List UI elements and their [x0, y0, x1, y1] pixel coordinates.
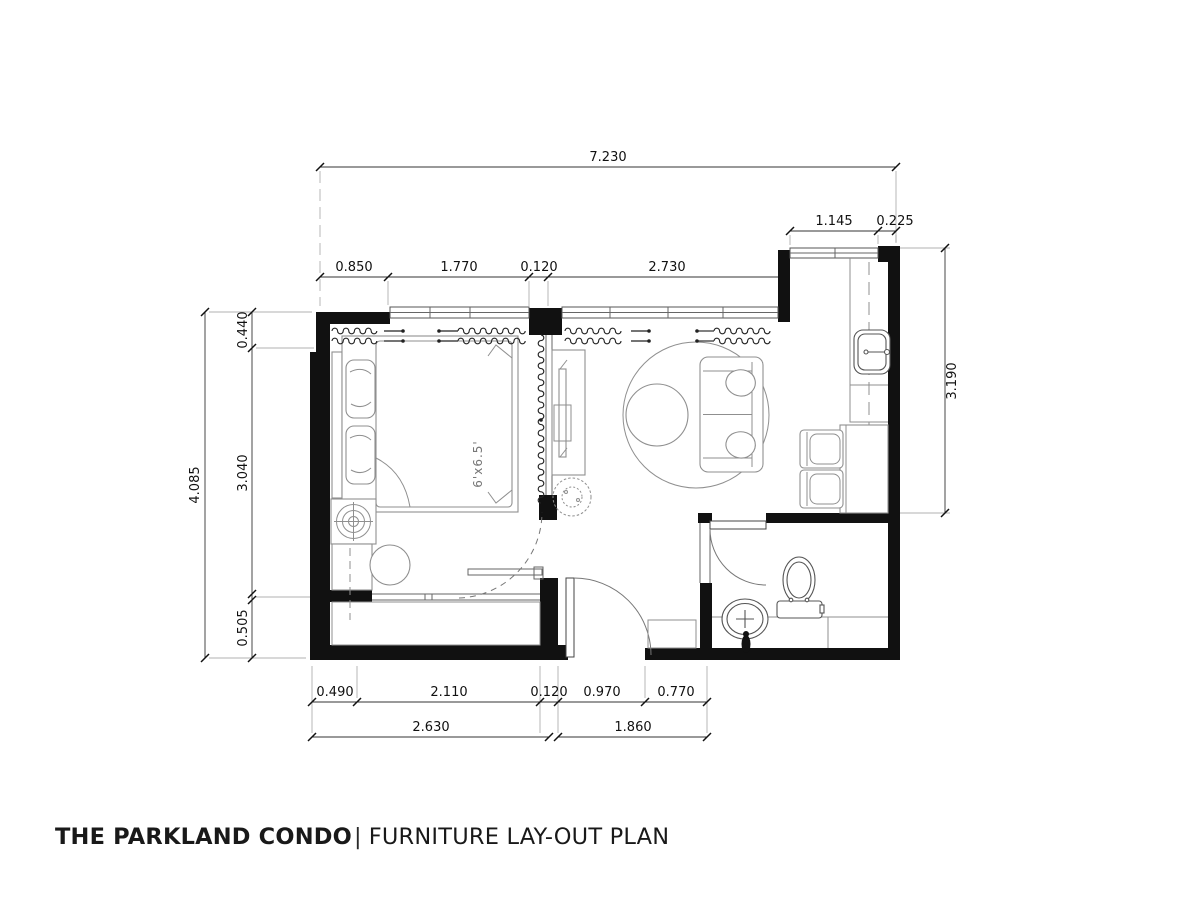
dim-top-seg-4: 2.730	[648, 260, 686, 275]
dim-balcony-width: 1.145	[815, 214, 853, 229]
living-room	[623, 342, 769, 488]
wall-bath-left	[700, 583, 712, 648]
bedroom-window	[390, 307, 529, 318]
bed-mattress	[376, 341, 512, 507]
bed-size-label: 6'x6.5'	[471, 440, 485, 488]
living-window	[562, 307, 778, 318]
curtain	[565, 338, 621, 344]
dim-bottom-seg-1: 0.490	[316, 685, 354, 700]
curtain	[714, 328, 770, 334]
wall-bottom-right	[645, 648, 900, 660]
dim-bottom-total-2: 1.860	[614, 720, 652, 735]
dim-left-seg-1: 0.440	[236, 311, 251, 349]
bedroom-door-leaf-open	[468, 567, 543, 579]
kitchen-area	[800, 258, 890, 513]
kitchen-sink	[854, 330, 890, 374]
bedroom-door-swing-dashed	[459, 512, 542, 598]
doors	[459, 512, 766, 657]
faucet	[742, 635, 751, 653]
dim-right-height: 3.190	[945, 362, 960, 400]
curtain	[458, 328, 525, 334]
dining-chair	[800, 430, 843, 468]
sheet-name: FURNITURE LAY-OUT PLAN	[368, 824, 670, 850]
wall-window-pier	[529, 308, 562, 335]
dim-bottom-total-1: 2.630	[412, 720, 450, 735]
dim-left-total: 4.085	[188, 466, 203, 504]
title-separator: |	[353, 824, 362, 850]
dim-top-total: 7.230	[589, 150, 627, 165]
sofa	[700, 357, 763, 472]
dim-bottom-seg-2: 2.110	[430, 685, 468, 700]
wall-bath-top	[766, 513, 888, 523]
curtain	[332, 328, 377, 334]
kitchen-window	[790, 248, 878, 258]
partition-glass	[546, 335, 552, 495]
sofa-pillow	[726, 432, 755, 458]
dim-balcony-return: 0.225	[876, 214, 914, 229]
wall-kitchen-left-pier	[778, 250, 790, 322]
dim-left-seg-2: 3.040	[236, 454, 251, 492]
dim-top-seg-3: 0.120	[520, 260, 558, 275]
dim-bottom-seg-4: 0.970	[583, 685, 621, 700]
tv-console	[552, 350, 585, 475]
sheet-title	[55, 824, 669, 850]
bathroom-sink	[722, 599, 768, 653]
wall-left-upper	[316, 312, 330, 356]
wall-closet-stub	[330, 590, 372, 602]
stool	[370, 545, 410, 585]
bedside-cabinet	[332, 544, 372, 590]
wall-right	[888, 246, 900, 660]
bathroom-door	[710, 521, 766, 585]
wall-bottom-left	[310, 645, 568, 660]
tv-screen	[559, 369, 566, 457]
project-name: THE PARKLAND CONDO	[55, 824, 352, 850]
coffee-table	[626, 384, 688, 446]
dim-top-seg-2: 1.770	[440, 260, 478, 275]
bed-headboard	[332, 352, 342, 498]
bathroom-left-wall-thin	[700, 523, 710, 583]
wall-entry-pier	[540, 578, 558, 660]
curtain	[565, 328, 621, 334]
dim-bottom-seg-3: 0.120	[530, 685, 568, 700]
dim-top-seg-1: 0.850	[335, 260, 373, 275]
pillow	[346, 360, 375, 418]
bedroom	[331, 336, 518, 620]
curtain	[714, 338, 770, 344]
dining-chair	[800, 470, 843, 508]
fan-unit	[331, 499, 376, 544]
sofa-pillow	[726, 370, 755, 396]
tv-area	[552, 350, 591, 516]
dim-bottom-seg-5: 0.770	[657, 685, 695, 700]
wall-partition-pier	[539, 495, 557, 520]
entry-step	[648, 620, 696, 648]
dim-left-seg-3: 0.505	[236, 609, 251, 647]
plant	[553, 478, 591, 516]
dining-table	[840, 425, 888, 513]
bathroom	[648, 557, 888, 653]
pillow	[346, 426, 375, 484]
entry-door	[566, 578, 651, 657]
wall-left-lower	[310, 352, 330, 648]
toilet	[777, 557, 824, 618]
closet-sliding-track	[332, 594, 540, 645]
